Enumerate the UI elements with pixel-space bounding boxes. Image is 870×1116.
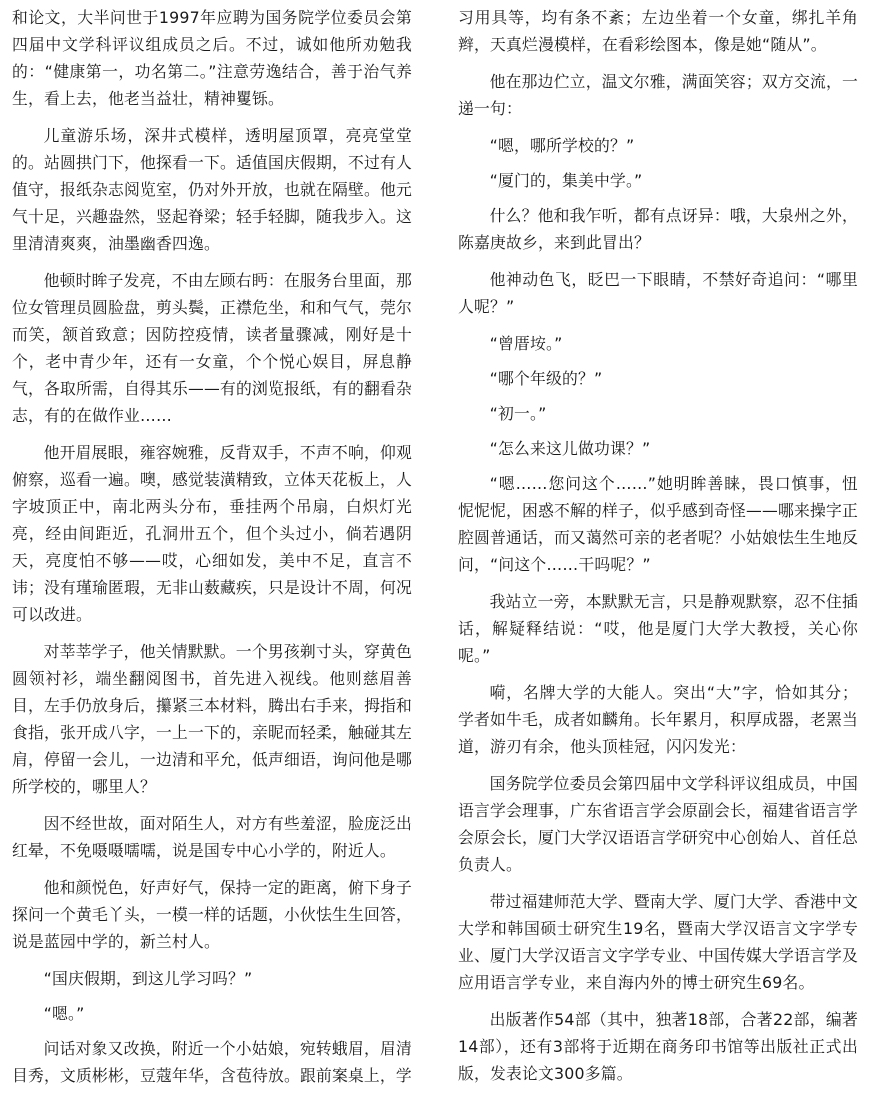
paragraph: 出版著作54部（其中，独著18部，合著22部，编著14部），还有3部将于近期在商务印书馆等出版社正式出版，发表论文300多篇。 [458, 1010, 858, 1083]
dialogue-line: “怎么来这儿做功课？” [489, 439, 651, 458]
paragraph: 问话对象又改换，附近一个小姑娘，宛转蛾眉，眉清目秀，文质彬彬，豆蔻年华，含苞待放。跟前案桌上，学 [12, 1039, 412, 1085]
left-column [12, 4, 412, 1099]
dialogue-line: “哪个年级的？” [489, 369, 603, 388]
paragraph: “嗯……您问这个……”她明眸善睐，畏口慎事，忸怩怩怩，困惑不解的样子，似乎感到奇怪——哪来操字正腔圆普通话，而又蔼然可亲的老者呢？小姑娘怯生生地反问，“问这个……干吗呢？” [458, 474, 858, 574]
paragraph: 他和颜悦色，好声好气，保持一定的距离，俯下身子探问一个黄毛丫头，一模一样的话题，小伙怯生生回答，说是蓝园中学的，新兰村人。 [12, 878, 412, 951]
paragraph: 和论文，大半问世于1997年应聘为国务院学位委员会第四届中文学科评议组成员之后。不过，诚如他所劝勉我的：“健康第一，功名第二。”注意劳逸结合，善于治气养生，看上去，他老当益壮，精神矍铄。 [12, 8, 412, 108]
dialogue-line: “初一。” [489, 404, 547, 423]
paragraph: 我站立一旁，本默默无言，只是静观默察，忍不住插话，解疑释结说：“哎，他是厦门大学大教授，关心你呢。” [458, 592, 858, 665]
dialogue-line: “嗯。” [43, 1004, 85, 1023]
paragraph: 他顿时眸子发亮，不由左顾右眄：在服务台里面，那位女管理员圆脸盘，剪头鬓，正襟危坐，和和气气，莞尔而笑，颔首致意；因防控疫情，读者量骤减，刚好是十个，老中青少年，还有一女童，个个悦心娱目，屏息静气，各取所需，自得其乐——有的浏览报纸，有的翻看杂志，有的在做作业…… [12, 271, 412, 425]
dialogue-line: “国庆假期，到这儿学习吗？” [43, 969, 253, 988]
paragraph: 他神动色飞，眨巴一下眼睛，不禁好奇追问：“哪里人呢？” [458, 270, 858, 316]
dialogue-line: “曾厝垵。” [489, 334, 563, 353]
paragraph: 国务院学位委员会第四届中文学科评议组成员，中国语言学会理事，广东省语言学会原副会长，福建省语言学会原会长，厦门大学汉语语言学研究中心创始人、首任总负责人。 [458, 774, 858, 874]
paragraph: 什么？他和我乍听，都有点讶异：哦，大泉州之外，陈嘉庚故乡，来到此冒出？ [458, 206, 858, 252]
dialogue-line: “嗯，哪所学校的？” [489, 136, 635, 155]
paragraph: 对莘莘学子，他关情默默。一个男孩剃寸头，穿黄色圆领衬衫，端坐翻阅图书，首先进入视线。他则慈眉善目，左手仍放身后，攥紧三本材料，腾出右手来，拇指和食指，张开成八字，一上一下的，亲昵而轻柔，触碰其左肩，停留一会儿，一边清和平允，低声细语，询问他是哪所学校的，哪里人？ [12, 642, 412, 796]
paragraph: 嗬，名牌大学的大能人。突出“大”字，恰如其分；学者如牛毛，成者如麟角。长年累月，积厚成器，老罴当道，游刃有余，他头顶桂冠，闪闪发光： [458, 683, 858, 756]
paragraph: 习用具等，均有条不紊；左边坐着一个女童，绑扎羊角辫，天真烂漫模样，在看彩绘图本，像是她“随从”。 [458, 8, 858, 54]
paragraph: 因不经世故，面对陌生人，对方有些羞涩，脸庞泛出红晕，不免嗫嗫嚅嚅，说是国专中心小学的，附近人。 [12, 814, 412, 860]
paragraph: 带过福建师范大学、暨南大学、厦门大学、香港中文大学和韩国硕士研究生19名，暨南大学汉语言文字学专业、厦门大学汉语言文字学专业、中国传媒大学语言学及应用语言学专业，来自海内外的博士研究生69名。 [458, 892, 858, 992]
dialogue-line: “厦门的，集美中学。” [489, 171, 643, 190]
paragraph: 儿童游乐场，深井式模样，透明屋顶罩，亮亮堂堂的。站圆拱门下，他探看一下。适值国庆假期，不过有人值守，报纸杂志阅览室，仍对外开放，也就在隔壁。他元气十足，兴趣盎然，竖起脊梁；轻手轻脚，随我步入。这里清清爽爽，油墨幽香四逸。 [12, 126, 412, 253]
paragraph: 他开眉展眼，雍容婉雅，反背双手，不声不响，仰观俯察，巡看一遍。噢，感觉装潢精致，立体天花板上，人字坡顶正中，南北两头分布，垂挂两个吊扇，白炽灯光亮，经由间距近，孔洞卅五个，但个头过小，倘若遇阴天，亮度怕不够——哎，心细如发，美中不足，直言不讳；没有瑾瑜匿瑕，无非山薮藏疾，只是设计不周，何况可以改进。 [12, 443, 412, 624]
paragraph: 他在那边伫立，温文尔雅，满面笑容；双方交流，一递一句： [458, 72, 858, 118]
right-column [458, 4, 858, 1097]
